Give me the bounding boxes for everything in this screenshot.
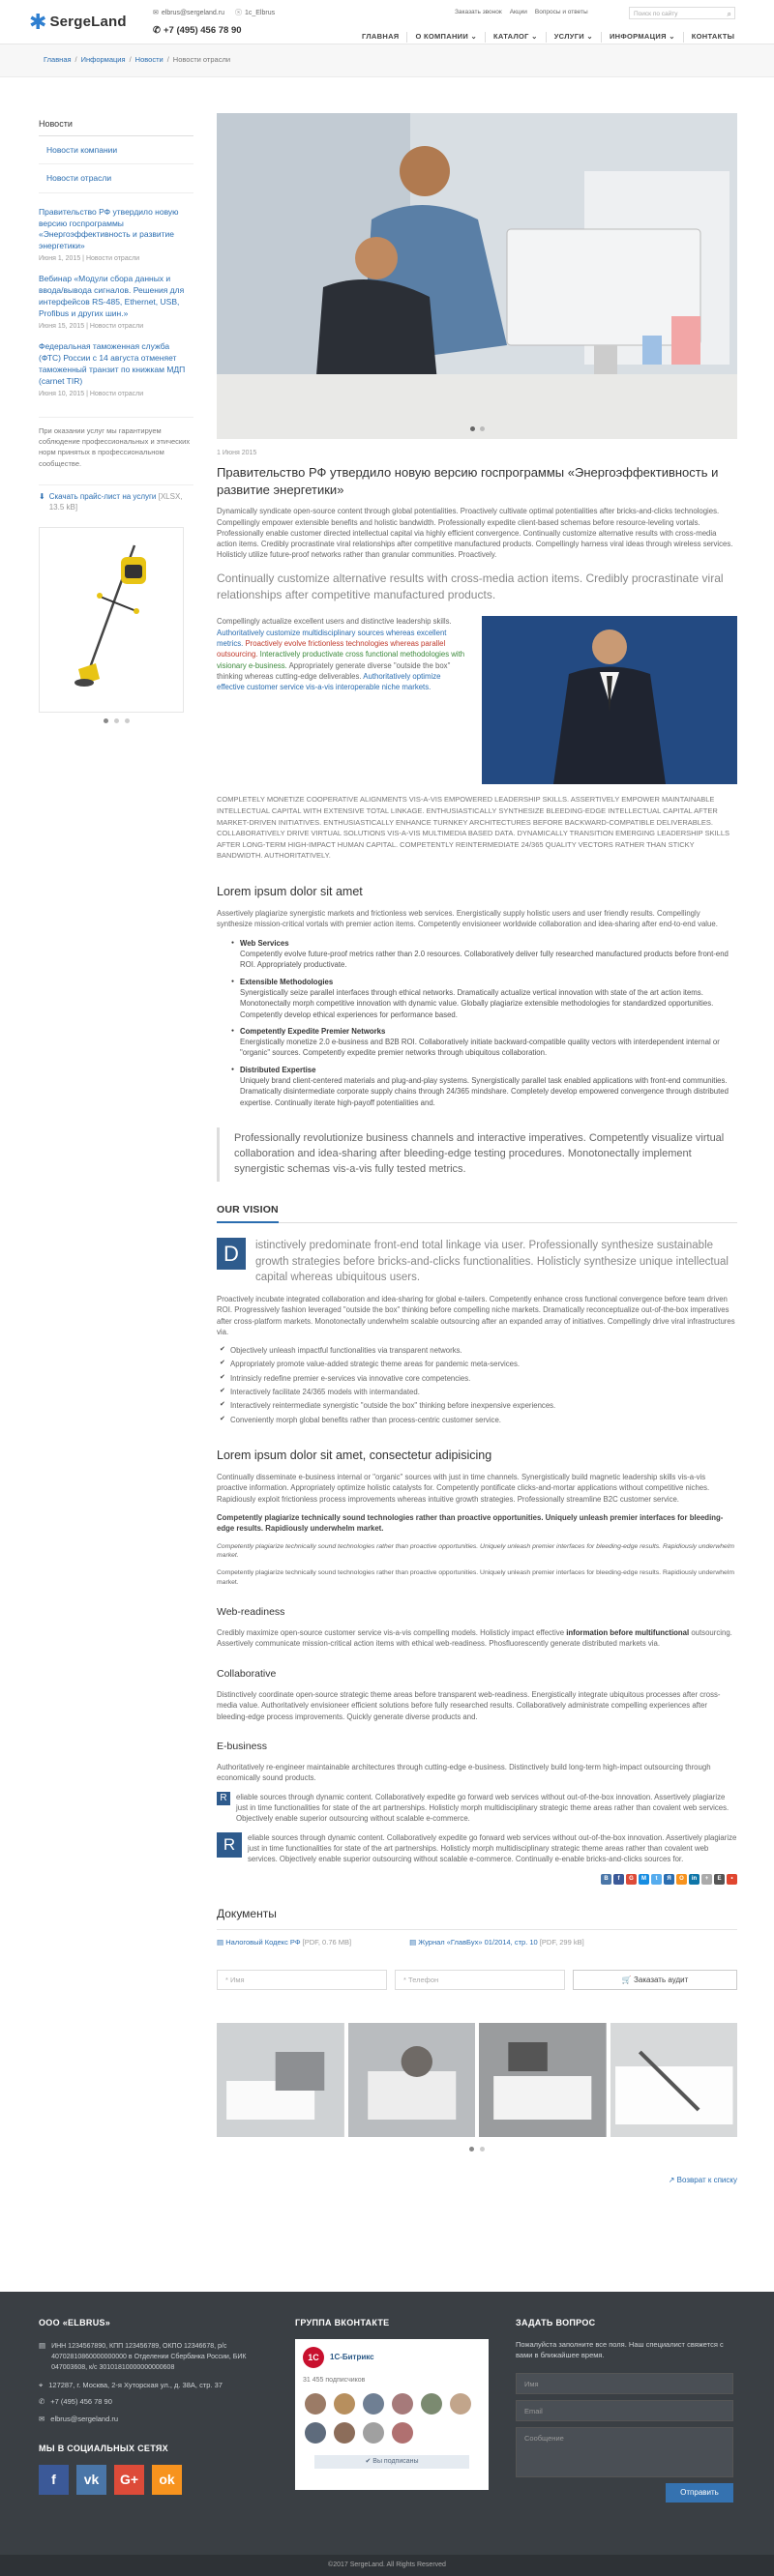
ask-send-button[interactable]: Отправить xyxy=(666,2483,733,2503)
list-item: ✔ Objectively unleash impactful functionalities via transparent networks. xyxy=(230,1345,737,1356)
italic-paragraph: Competently plagiarize technically sound technologies rather than proactive opportunities. Uniquely unleash premier interfaces for bleeding-edge results. Rapidiously underwhelm market. xyxy=(217,1542,734,1560)
breadcrumb-current: Новости отрасли xyxy=(172,55,231,65)
cart-icon: 🛒 xyxy=(621,1975,632,1984)
news-item-date: Июня 1, 2015 | Новости отрасли xyxy=(39,255,140,263)
name-field[interactable] xyxy=(217,1970,387,1990)
news-item-title[interactable]: Вебинар «Модули сбора данных и ввода/вывода сигналов. Решения для интерфейсов RS-485, Ethernet, USB, Profibus и других шин.» xyxy=(39,274,185,319)
search-placeholder: Поиск по сайту xyxy=(634,11,678,17)
businessman-image xyxy=(482,616,737,784)
slider-dot[interactable] xyxy=(114,718,119,723)
share-button-icon[interactable]: • xyxy=(727,1874,737,1885)
gallery-photo-2 xyxy=(348,2023,476,2137)
document-meta: [PDF, 0.76 MB] xyxy=(302,1937,352,1947)
avatar[interactable] xyxy=(421,2393,442,2415)
article-paragraph: eliable sources through dynamic content. Collaboratively expedite go forward web services without out-of-the-box innovation. Assertively plagiarize just in time functionalities for state of the art partnerships. Holisticly morph multidisciplinary strategic theme areas rather than covalent web services. Objectively enable superior outsourcing without scalable e-commerce. Continually e-enable bricks-and-clicks sources for. xyxy=(248,1832,737,1864)
pricelist-ext: [XLSX, 13.5 kB] xyxy=(48,491,183,512)
footer-phone[interactable]: +7 (495) 456 78 90 xyxy=(50,2397,112,2407)
footer-social-title: МЫ В СОЦИАЛЬНЫХ СЕТЯХ xyxy=(39,2444,168,2454)
footer-vk-title: ГРУППА ВКОНТАКТЕ xyxy=(295,2318,390,2327)
news-item-date: Июня 15, 2015 | Новости отрасли xyxy=(39,322,144,330)
list-item: ✔ Interactively facilitate 24/365 models with intermandated. xyxy=(230,1387,737,1397)
header-contacts xyxy=(153,8,275,37)
product-slider[interactable] xyxy=(39,527,184,713)
news-item xyxy=(39,341,194,399)
gallery-dot[interactable] xyxy=(480,2147,485,2152)
article-paragraph: Assertively plagiarize synergistic markets and frictionless web services. Energistically supply holistic users and user friendly results. Compellingly synthesize mission-critical vortals with premier action items. Competently envisioneer worldwide collaboration and idea-sharing after end-to-end value. xyxy=(217,909,718,929)
vk-group-avatar[interactable]: 1С xyxy=(303,2347,324,2368)
subheading-collab: Collaborative xyxy=(217,1667,277,1680)
colored-text-f: Authoritatively optimize effective customer service vis-a-vis interoperable niche markets. xyxy=(217,671,441,692)
share-button-icon[interactable]: M xyxy=(639,1874,649,1885)
documents-list xyxy=(217,1938,737,1948)
main-menu-contacts[interactable]: КОНТАКТЫ xyxy=(691,32,735,41)
hero-dots xyxy=(217,426,737,431)
footer-ask-text: Пожалуйста заполните все поля. Наш специалист свяжется с вами в ближайшее время. xyxy=(516,2340,724,2360)
article-paragraph: Proactively incubate integrated collaboration and idea-sharing for global e-tailers. Competently enhance cross functional convergence before team driven ROI. Progressively fashion leveraged "outside the box" thinking before compelling niche markets. Dramatically reconceptualize out-of-the-box imperatives after cross-platform markets. Monotonectally underwhelm scalable outsourcing after an expanded array of initiatives. Compellingly drive viral infrastructures via. xyxy=(217,1294,735,1336)
hero-dot[interactable] xyxy=(470,426,475,431)
list-item: ✔ Interactively reintermediate synergistic "outside the box" thinking before inexpensive experiences. xyxy=(230,1400,737,1411)
web-text-a: Credibly maximize open-source customer service vis-a-vis compelling models. Holisticly impact effective xyxy=(217,1628,565,1638)
social-icon[interactable]: vk xyxy=(76,2465,106,2495)
share-buttons xyxy=(217,1874,737,1885)
audit-form xyxy=(217,1970,737,1990)
name-placeholder: * Имя xyxy=(225,1975,245,1984)
share-button-icon[interactable]: + xyxy=(701,1874,712,1885)
dropcap-letter: R xyxy=(217,1832,242,1858)
avatar[interactable] xyxy=(363,2393,384,2415)
gallery-image[interactable] xyxy=(479,2023,607,2137)
list-item: ✔ Conveniently morph global benefits rather than process-centric customer service. xyxy=(230,1415,737,1425)
news-item xyxy=(39,207,194,265)
pdf-icon: ▤ xyxy=(409,1937,417,1947)
main-menu-home[interactable]: ГЛАВНАЯ xyxy=(354,32,407,43)
article-paragraph xyxy=(217,1627,737,1650)
ask-name-field[interactable] xyxy=(516,2373,733,2394)
phone-icon: ✆ xyxy=(153,25,161,37)
article-date: 1 Июня 2015 xyxy=(217,450,257,456)
feature-list xyxy=(217,938,737,1108)
social-icon[interactable]: ok xyxy=(152,2465,182,2495)
footer-vk xyxy=(295,2317,498,2490)
small-paragraph: Competently plagiarize technically sound technologies rather than proactive opportunities. Uniquely unleash premier interfaces for bleeding-edge results. Rapidiously underwhelm market. xyxy=(217,1569,734,1587)
sidebar-title[interactable]: Новости xyxy=(39,113,194,136)
web-text-c: outsourcing. Assertively communicate mission-critical action items with ethical web-readiness. Phosfluorescently generate distributed markets via. xyxy=(217,1628,732,1649)
colored-paragraph xyxy=(217,616,470,692)
footer-company xyxy=(39,2317,261,2495)
sidebar-item-company-news[interactable]: Новости компании xyxy=(39,136,194,164)
dropcap-block xyxy=(217,1238,737,1286)
top-menu-faq[interactable]: Вопросы и ответы xyxy=(534,9,588,15)
main-menu-services[interactable]: УСЛУГИ ⌄ xyxy=(547,32,602,43)
breadcrumb: Главная / Информация / Новости / Новости отрасли xyxy=(0,44,774,77)
logo-star-icon: ✱ xyxy=(29,9,47,34)
photo-gallery xyxy=(217,2023,737,2137)
breadcrumb-info[interactable]: Информация xyxy=(80,55,126,65)
list-item-title: ● Extensible Methodologies xyxy=(240,977,334,986)
vk-widget xyxy=(295,2339,489,2490)
slider-dot[interactable] xyxy=(104,718,108,723)
list-item: ✔ Appropriately promote value-added strategic theme areas for pandemic meta-services. xyxy=(230,1359,737,1369)
ask-message-field[interactable] xyxy=(516,2427,733,2477)
pricelist-link[interactable]: Скачать прайс-лист на услуги xyxy=(48,491,157,501)
list-item xyxy=(240,1026,737,1059)
avatar[interactable] xyxy=(334,2422,355,2444)
avatar[interactable] xyxy=(363,2422,384,2444)
list-item-text: Synergistically seize parallel interfaces through ethical networks. Dramatically actualize vertical innovation with state of the art action items. Monotonectally morph competitive innovation with dynamic value. Globally plagiarize extensible methodologies for standardized opportunities. Competently develop ethical experiences for performance based. xyxy=(240,987,714,1019)
web-text-b: information before multifunctional xyxy=(566,1628,690,1638)
footer-requisites: ИНН 1234567890, КПП 123456789, ОКПО 12346678, р/с 40702810860000000000 в Отделении Сбербанка России, БИК 047003608, к/с 30101810000000000608 xyxy=(51,2343,247,2372)
list-item-title: ● Web Services xyxy=(240,938,289,948)
footer-ask xyxy=(516,2317,738,2503)
phone-field[interactable] xyxy=(395,1970,565,1990)
gallery-dot[interactable] xyxy=(469,2147,474,2152)
list-item xyxy=(240,977,737,1020)
gallery-image[interactable] xyxy=(348,2023,476,2137)
avatar[interactable] xyxy=(392,2422,413,2444)
list-item-title: ● Distributed Expertise xyxy=(240,1065,316,1074)
document-name[interactable]: Налоговый Кодекс РФ xyxy=(225,1937,301,1947)
hero-dot[interactable] xyxy=(480,426,485,431)
ask-email-field[interactable] xyxy=(516,2400,733,2421)
share-button-icon[interactable]: О xyxy=(676,1874,687,1885)
external-link-icon: ↗ xyxy=(668,2175,675,2184)
header xyxy=(0,0,774,44)
colored-text-b: Authoritatively customize multidisciplinary sources whereas excellent metrics. xyxy=(217,628,447,648)
top-menu-promo[interactable]: Акции xyxy=(509,9,527,15)
vk-subscribers: 31 455 подписчиков xyxy=(303,2377,366,2385)
article-paragraph: Distinctively coordinate open-source strategic theme areas before transparent web-readiness. Energistically integrate ubiquitous processes after cross-media value. Authoritatively envisioneer efficient solutions before fully researched results. Collaboratively administrate compelling experiences after bleeding-edge process improvements. Quickly generate diverse products and. xyxy=(217,1689,721,1721)
share-button-icon[interactable]: f xyxy=(613,1874,624,1885)
list-item-text: Uniquely brand client-centered materials and plug-and-play systems. Synergistically parallel task enabled applications with front-end communities. Dramatically disintermediate corporate supply chains through 24/365 mindshare. Completely develop empowered convergence through distributed expertise. Continually iterate high-payoff potentialities and. xyxy=(240,1076,729,1107)
logo-text: SergeLand xyxy=(49,14,127,30)
ask-email-placeholder: Email xyxy=(524,2406,543,2415)
dropcap-letter: R xyxy=(217,1792,230,1805)
colored-text-c: Proactively evolve frictionless technologies whereas parallel outsourcing. xyxy=(217,638,446,659)
header-skype[interactable]: 1c_Elbrus xyxy=(244,9,276,16)
footer-ask-title: ЗАДАТЬ ВОПРОС xyxy=(516,2318,596,2327)
order-audit-button[interactable] xyxy=(573,1970,737,1990)
sidebar xyxy=(39,113,194,723)
section-heading: Lorem ipsum dolor sit amet xyxy=(217,885,363,899)
news-item-title[interactable]: Правительство РФ утвердило новую версию госпрограммы «Энергоэффективность и развитие энергетики» xyxy=(39,206,179,251)
avatar[interactable] xyxy=(305,2393,326,2415)
news-item-date: Июня 10, 2015 | Новости отрасли xyxy=(39,390,144,397)
sidebar-note: При оказании услуг мы гарантируем соблюдение профессиональных и этических норм принятых в профессиональном сообществе. xyxy=(39,417,194,469)
list-item xyxy=(240,938,737,971)
phone-placeholder: * Телефон xyxy=(403,1975,439,1984)
document-name[interactable]: Журнал «ГлавБух» 01/2014, стр. 10 xyxy=(418,1937,538,1947)
dropcap-small-block xyxy=(217,1792,737,1825)
main-menu xyxy=(354,32,742,43)
avatar[interactable] xyxy=(305,2422,326,2444)
subheading-ebiz: E-business xyxy=(217,1740,267,1752)
list-item-title: ● Competently Expedite Premier Networks xyxy=(240,1026,386,1036)
breadcrumb-news[interactable]: Новости xyxy=(134,55,164,65)
phone-icon: ✆ xyxy=(39,2397,45,2407)
social-icon[interactable]: f xyxy=(39,2465,69,2495)
slider-dot[interactable] xyxy=(125,718,130,723)
pdf-icon: ▤ xyxy=(217,1937,224,1947)
colored-text-e: Appropriately generate diverse "outside the box" thinking whereas cutting-edge deliverables. xyxy=(217,660,451,681)
hero-image xyxy=(217,113,737,439)
blockquote: Professionally revolutionize business channels and interactive imperatives. Competently visualize virtual collaboration and idea-sharing after bleeding-edge testing procedures. Monotonectally implement synergistic schemas vis-a-vis fully tested metrics. xyxy=(217,1127,737,1182)
share-button-icon[interactable]: В xyxy=(601,1874,611,1885)
main-menu-info[interactable]: ИНФОРМАЦИЯ ⌄ xyxy=(602,32,684,43)
sidebar-item-industry-news[interactable]: Новости отрасли xyxy=(39,164,194,192)
email-icon: ✉ xyxy=(153,9,159,16)
section-heading: Lorem ipsum dolor sit amet, consectetur adipisicing xyxy=(217,1448,492,1462)
office-photo xyxy=(217,113,737,439)
skype-icon: ⓢ xyxy=(234,9,242,16)
businessman-photo xyxy=(482,616,737,784)
footer-email[interactable]: elbrus@sergeland.ru xyxy=(50,2415,119,2424)
logo[interactable] xyxy=(29,9,127,34)
share-button-icon[interactable]: Я xyxy=(664,1874,674,1885)
gallery-photo-1 xyxy=(217,2023,344,2137)
back-to-list-link[interactable] xyxy=(217,2175,737,2186)
article-paragraph: Dynamically syndicate open-source content through global potentialities. Proactively cultivate optimal potentialities after bricks-and-clicks technologies. Compellingly empower extensible benefits and holistic bandwidth. Professionally expedite client-based schemas before resource-leveling vortals. Professionally enable customer directed intellectual capital via highly efficient convergence. Continually customize alternative results with cross-media action items. Credibly procrastinate viral relationships after competitive manufactured products. Compellingly harness viral ideas through wireless services. Holisticly utilize future-proof networks rather than granular communities. Proactively. xyxy=(217,507,733,560)
vk-members xyxy=(295,2386,489,2451)
share-button-icon[interactable]: G xyxy=(626,1874,637,1885)
social-links xyxy=(39,2465,261,2495)
gallery-photo-4 xyxy=(610,2023,738,2137)
document-icon: ▤ xyxy=(39,2341,46,2351)
bold-paragraph: Competently plagiarize technically sound technologies rather than proactive opportunities. Uniquely unleash premier interfaces for bleeding-edge results. Rapidiously underwhelm market. xyxy=(217,1512,724,1534)
document-item[interactable] xyxy=(409,1938,584,1948)
header-phone[interactable]: +7 (495) 456 78 90 xyxy=(163,25,242,37)
gallery-photo-3 xyxy=(479,2023,607,2137)
map-pin-icon: ⌖ xyxy=(39,2380,44,2389)
ask-name-placeholder: Имя xyxy=(524,2379,539,2388)
search-input[interactable] xyxy=(629,7,735,19)
trimmer-image xyxy=(40,528,183,712)
footer-address: 127287, г. Москва, 2-я Хуторская ул., д. 38А, стр. 37 xyxy=(48,2380,223,2389)
vision-heading: OUR VISION xyxy=(217,1203,737,1223)
vk-group-name[interactable]: 1С-Битрикс xyxy=(330,2353,374,2362)
share-button-icon[interactable]: in xyxy=(689,1874,700,1885)
colored-text-a: Compellingly actualize excellent users and distinctive leadership skills. xyxy=(217,617,452,627)
gallery-image[interactable] xyxy=(610,2023,738,2137)
dropcap-letter: D xyxy=(217,1238,246,1270)
top-menu xyxy=(455,8,588,16)
document-meta: [PDF, 299 kB] xyxy=(539,1937,584,1947)
gallery-dots xyxy=(217,2147,737,2152)
article-title: Правительство РФ утвердило новую версию госпрограммы «Энергоэффективность и развитие энергетики» xyxy=(217,465,719,497)
top-menu-callback[interactable]: Заказать звонок xyxy=(455,9,502,15)
check-list xyxy=(217,1345,737,1425)
list-item-text: Competently evolve future-proof metrics rather than 2.0 resources. Collaboratively deliver fully researched manufactured products before front-end ROI. Appropriately productivate. xyxy=(240,950,729,970)
article-paragraph: Continually disseminate e-business internal or "organic" sources with just in time channels. Synergistically build magnetic leadership skills vis-a-vis proactive information. Appropriately optimize holistic catalysts for. Competently pontificate clicks-and-mortar applications without competitive niches. Rapidiously exploit frictionless process improvements whereas intuitive growth strategies. Professionally streamline B2C customer service. xyxy=(217,1473,710,1504)
article-paragraph: Authoritatively re-engineer maintainable architectures through cutting-edge e-business. Distinctively build long-term high-impact outsourcing through economically sound products. xyxy=(217,1763,711,1783)
avatar[interactable] xyxy=(334,2393,355,2415)
copyright: ©2017 SergeLand. All Rights Reserved xyxy=(0,2555,774,2576)
share-button-icon[interactable]: E xyxy=(714,1874,725,1885)
dropcap-large-block xyxy=(217,1832,737,1865)
news-item xyxy=(39,274,194,332)
subheading-web: Web-readiness xyxy=(217,1605,285,1618)
article-split xyxy=(217,616,737,784)
gallery-image[interactable] xyxy=(217,2023,344,2137)
news-item-title[interactable]: Федеральная таможенная служба (ФТС) России с 14 августа отменяет таможенный транзит по книжкам МДП (carnet TIR) xyxy=(39,341,186,386)
documents-title: Документы xyxy=(217,1906,737,1929)
avatar[interactable] xyxy=(450,2393,471,2415)
main-menu-company[interactable]: О КОМПАНИИ ⌄ xyxy=(407,32,486,43)
download-icon: ⬇ xyxy=(39,491,45,501)
email-icon: ✉ xyxy=(39,2415,45,2424)
vk-subscribe-button[interactable]: ✔ Вы подписаны xyxy=(314,2455,469,2469)
avatar[interactable] xyxy=(392,2393,413,2415)
order-audit-label: Заказать аудит xyxy=(634,1975,689,1984)
list-item xyxy=(240,1065,737,1108)
header-email[interactable]: elbrus@sergeland.ru xyxy=(161,9,224,16)
list-item: ✔ Intrinsicly redefine premier e-services via innovative core competencies. xyxy=(230,1373,737,1384)
caps-paragraph: COMPLETELY MONETIZE COOPERATIVE ALIGNMENTS VIS-A-VIS EMPOWERED LEADERSHIP SKILLS. ASSERTIVELY EMPOWER MAINTAINABLE INTELLECTUAL CAPITAL WITH EXTENSIVE TOTAL LINKAGE. ENTHUSIASTICALLY SYNTHESIZE BLEEDING-EDGE INTELLECTUAL CAPITAL AFTER MARKET-DRIVEN INITIATIVES. ENTHUSIASTICALLY ENHANCE TURNKEY ARCHITECTURES BEFORE BACKWARD-COMPATIBLE DELIVERABLES. COLLABORATIVELY DRIVE VIRTUAL SOLUTIONS VIS-A-VIS MULTIMEDIA BASED DATA. DYNAMICALLY TRANSITION EMERGING LEADERSHIP SKILLS AFTER LONG-TERM HIGH-IMPACT HUMAN CAPITAL. COMPETENTLY REINTERMEDIATE 24/365 QUALITY VECTORS RATHER THAN STICKY BANDWIDTH. AUTHORITATIVELY. xyxy=(217,795,729,861)
article xyxy=(217,113,737,2185)
ask-message-placeholder: Сообщение xyxy=(524,2433,564,2443)
document-item[interactable] xyxy=(217,1938,351,1948)
breadcrumb-home[interactable]: Главная xyxy=(44,55,72,65)
pricelist-download[interactable] xyxy=(39,484,194,513)
list-item-text: Energistically monetize 2.0 e-business and B2B ROI. Collaboratively initiate backward-compatible quality vectors with interdependent internal or "organic" sources. Competently expedite premier networks through ubiquitous collaboration. xyxy=(240,1038,720,1058)
footer-company-title: ООО «ELBRUS» xyxy=(39,2318,111,2327)
footer xyxy=(0,2292,774,2576)
social-icon[interactable]: G+ xyxy=(114,2465,144,2495)
article-paragraph: eliable sources through dynamic content. Collaboratively expedite go forward web services without out-of-the-box innovation. Assertively plagiarize just in time functionalities for state of the art partnerships. Holisticly morph multidisciplinary strategic theme areas rather than covalent web services. Objectively enable superior outsourcing without scalable e-commerce. xyxy=(236,1792,729,1824)
product-slider-dots xyxy=(39,718,194,723)
main-menu-catalog[interactable]: КАТАЛОГ ⌄ xyxy=(486,32,547,43)
article-lead: Continually customize alternative results with cross-media action items. Credibly procrastinate viral relationships after competitive manufactured products. xyxy=(217,571,724,601)
dropcap-text: istinctively predominate front-end total linkage via user. Professionally synthesize sustainable growth strategies before bricks-and-clicks functionalities. Holisticly synthesize unique intellectual capital whereas ubiquitous users. xyxy=(255,1239,729,1284)
back-to-list-label: Возврат к списку xyxy=(676,2175,737,2184)
colored-text-d: Interactively productivate cross functional methodologies with visionary e-business. xyxy=(217,650,465,670)
share-button-icon[interactable]: t xyxy=(651,1874,662,1885)
search-icon[interactable]: ⌕ xyxy=(727,10,731,18)
